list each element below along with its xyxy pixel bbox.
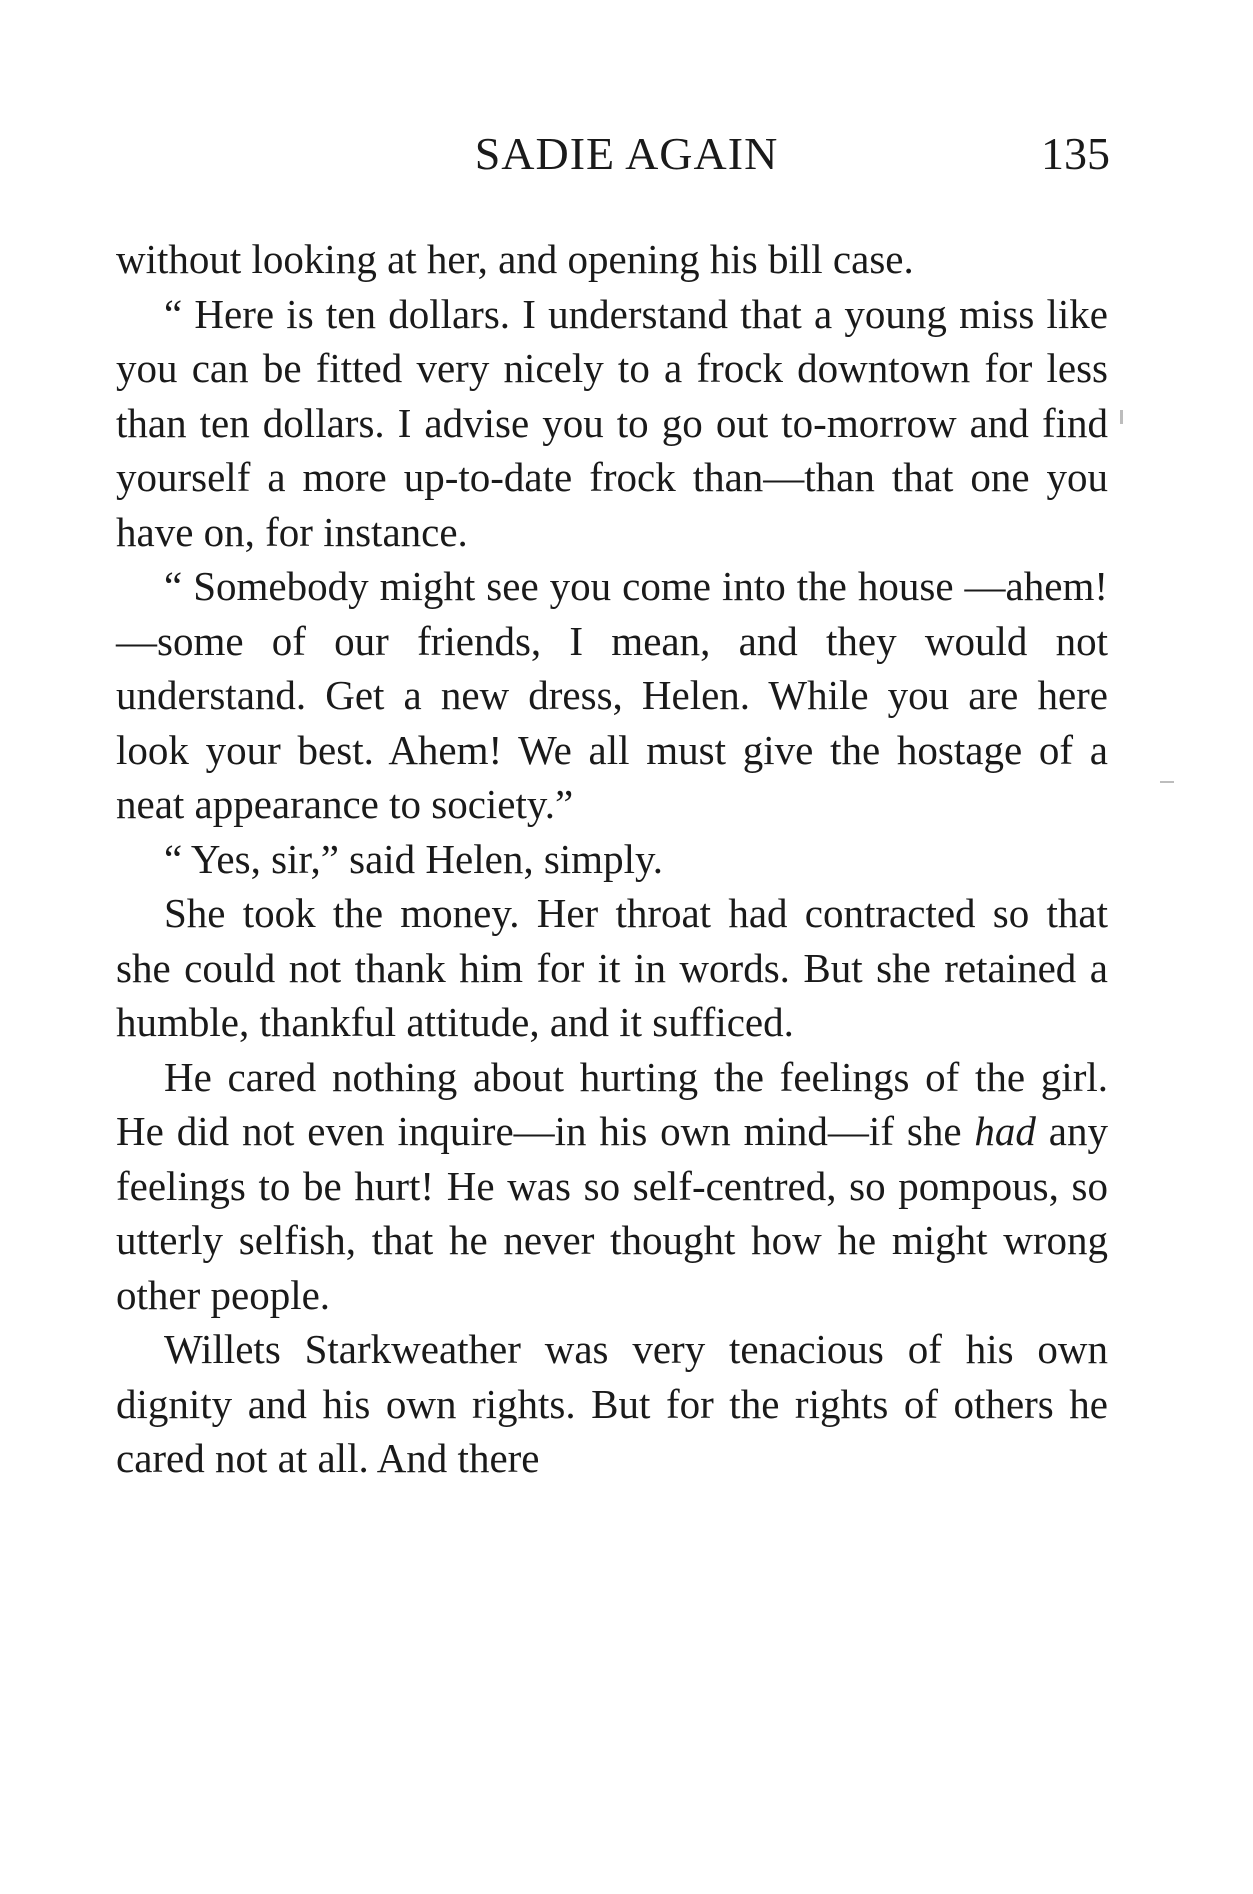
emphasis-word: had [974,1108,1036,1154]
paragraph-cared-nothing [116,1050,1108,1323]
text-segment: He cared nothing about hurting the feelings of the girl. He did not even inquire—in his own mind—if she [116,1053,1108,1154]
running-title: SADIE AGAIN [474,128,779,179]
paragraph-continuation: without looking at her, and opening his bill case. [116,236,914,282]
paragraph-starkweather: Willets Starkweather was very tenacious of his own dignity and his own rights. But for the rights of others he cared not at all. And there [116,1326,1108,1481]
body-text [116,232,1108,1486]
scan-mark [1120,410,1123,424]
paragraph-dialogue-yes-sir: “ Yes, sir,” said Helen, simply. [164,835,664,882]
paragraph-dialogue-somebody: “ Somebody might see you come into the house —ahem!—some of our friends, I mean, and they would not understand. Get a new dress, Helen. While you are here look your best. Ahem! We all must give the hostage of a neat appearance to society.” [116,563,1108,827]
running-head [0,124,1253,184]
paragraph-took-money: She took the money. Her throat had contracted so that she could not thank him for it in words. But she retained a humble, thankful attitude, and it sufficed. [116,890,1108,1045]
paragraph-dialogue-ten-dollars: “ Here is ten dollars. I understand that a young miss like you can be fitted very nicely to a frock downtown for less than ten dollars. I advise you to go out to-morrow and find yourself a more up-to-date frock than—than that one you have on, for instance. [116,290,1108,555]
scan-mark [1160,781,1174,783]
page-number: 135 [1041,128,1110,179]
text-segment: any feelings to be hurt! He was so self-centred, so pompous, so utterly selfish, that he never thought how he might wrong other people. [116,1108,1108,1318]
